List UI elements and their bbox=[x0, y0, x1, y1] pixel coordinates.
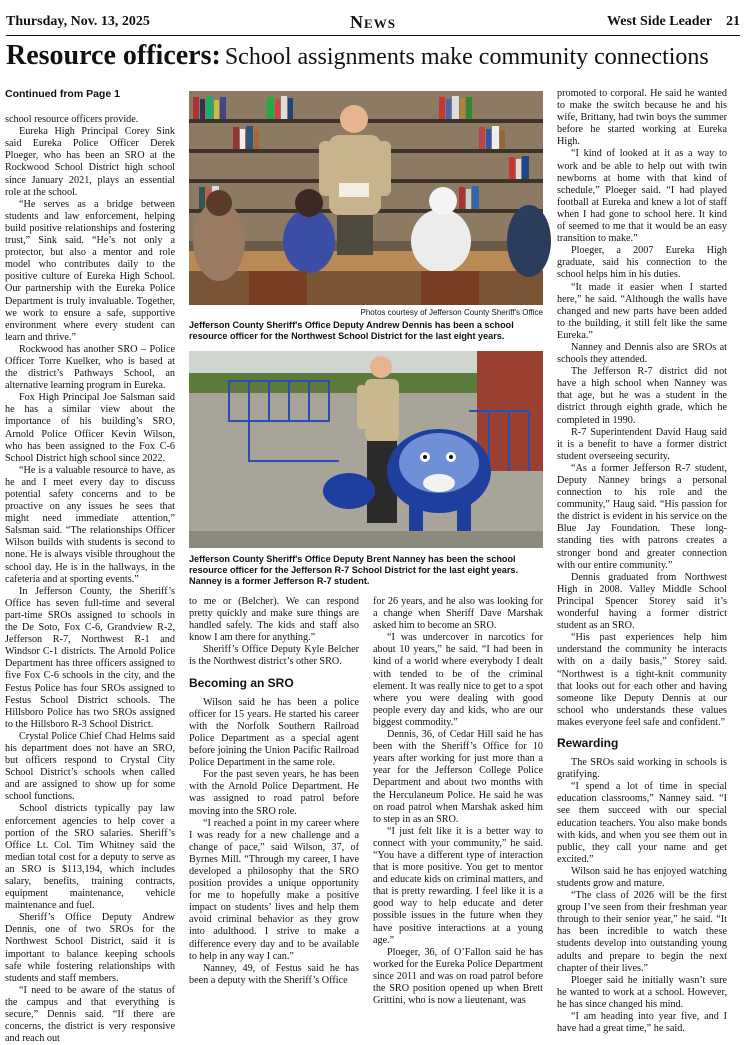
article-paragraph: School districts typically pay law enforcement agencies to help cover a portion of the SRO salaries. Sheriff’s Office Lt. Col. Tim Whitney said the median total cost for a deputy to serve as an SRO is $113,194, which includes salary, benefits, training contracts, equipment maintenance, vehicle maintenance and fuel. bbox=[5, 803, 175, 912]
article-paragraph: “His past experiences help him understand the community he interacts with on a daily basis,” Storey said. “Northwest is a tight-knit community that looks out for each other and having someone like Deputy Dennis at our school who understands these values makes everyone feel safe and confident.” bbox=[557, 632, 727, 728]
headline-deck: School assignments make community connections bbox=[224, 44, 709, 70]
article-paragraph: school resource officers provide. bbox=[5, 114, 139, 126]
article-paragraph: Rockwood has another SRO – Police Officer Torre Kuelker, who is based at the district’s Pathways School, an alternative learning program in Eureka. bbox=[5, 343, 175, 392]
article-paragraph: Ploeger, a 2007 Eureka High graduate, said his connection to the school helps him in his duties. bbox=[557, 245, 727, 281]
column-3-body-b bbox=[189, 697, 359, 987]
continued-label: Continued from Page 1 bbox=[5, 88, 120, 100]
article-column-5 bbox=[557, 88, 727, 1035]
article-paragraph: Sheriff’s Office Deputy Kyle Belcher is the Northwest district’s other SRO. bbox=[189, 644, 359, 668]
paper-name: West Side Leader bbox=[607, 14, 712, 29]
photo-deputy-nanney-bluejay bbox=[189, 351, 543, 548]
article-paragraph: R-7 Superintendent David Haug said it is a benefit to have a former district student overseeing security. bbox=[557, 426, 727, 462]
article-paragraph: In Jefferson County, the Sheriff’s Office has seven full-time and several part-time SROs assigned to schools in the De Soto, Fox C-6, Grandview R-2, Jefferson R-7, Northwest R-1 and Windsor C-1 districts. The Arnold Police Department has three officers assigned to five Fox C-6 schools in the city, and the Festus Police has four SROs assigned to Festus School District schools. The Hillsboro Police has two SROs assigned to the Hillsboro R-3 School District. bbox=[5, 585, 175, 730]
article-column-4 bbox=[373, 596, 543, 1007]
folio-right bbox=[607, 14, 740, 30]
issue-date: Thursday, Nov. 13, 2025 bbox=[6, 14, 150, 29]
folio-rule bbox=[6, 35, 740, 36]
article-paragraph: “I kind of looked at it as a way to work and be able to help out with twin newborns at home with that kind of schedule,” Ploeger said. “I had played football at Eureka and knew a lot of staff when I had gone to school here. It kind of seemed to me that it would be an easy transition to make.” bbox=[557, 148, 727, 245]
article-paragraph: Dennis graduated from Northwest High in 2008. Valley Middle School Principal Spencer Storey said it’s wonderful having a former district student as an SRO. bbox=[557, 571, 727, 632]
article-paragraph: “I just felt like it is a better way to connect with your community,” he said. “You have a different type of interaction that is more positive. You get to mentor and educate kids on criminal matters, and that is pretty rewarding. I feel like it is a good way to help educate and deter possible issues in the future when they have positive interactions at a young age.” bbox=[373, 825, 543, 946]
section-label: News bbox=[350, 11, 396, 32]
article-paragraph: Dennis, 36, of Cedar Hill said he has been with the Sheriff’s Office for 10 years after working for just more than a year for the Jefferson College Police Department and about two months with the Herculaneum Police. He said he was on road patrol when Marshak asked him to step in as an SRO. bbox=[373, 729, 543, 825]
article-paragraph: “He serves as a bridge between students and law enforcement, helping build positive relationships and fostering trust,” Sink said. “He’s not only a protector, but also a mentor and role model who contributes daily to the positive culture of Eureka High School. Our partnership with the Eureka Police Department is truly invaluable. Together, we work to ensure a safe, supportive environment where every student can learn and thrive.” bbox=[5, 198, 175, 343]
photo-deputy-dennis-library bbox=[189, 91, 543, 305]
article-paragraph: “I reached a point in my career where I was ready for a new challenge and a change of pace,” said Wilson, 37, of Byrnes Mill. “Through my career, I have developed a philosophy that the SRO position provides a unique opportunity for me to hopefully make a positive impact on students’ lives and help them avoid criminal behavior as they grow into adulthood. I strive to make a difference every day and to be available to help in any way I can.” bbox=[189, 817, 359, 962]
article-paragraph: “I need to be aware of the status of the campus and that everything is secure,” Dennis said. “If there are concerns, the district is very responsive and reach out bbox=[5, 984, 175, 1045]
bluejay-photo-illustration bbox=[189, 351, 543, 548]
article-paragraph: “I was undercover in narcotics for about 10 years,” he said. “I had been in kind of a world where everybody I dealt with tended to be of the criminal element. It was really nice to get to a spot where you were dealing with good people every day and kids, who are our biggest commodity.” bbox=[373, 632, 543, 728]
photo-caption-2: Jefferson County Sheriff's Office Deputy Brent Nanney has been the school resource officer for the Jefferson R-7 School District for the last eight years. Nanney is a former Jefferson R-7 student. bbox=[189, 554, 518, 586]
subhead-rewarding: Rewarding bbox=[557, 735, 619, 750]
article-paragraph: For the past seven years, he has been with the Arnold Police Department. He was assigned to road patrol before moving into the SRO role. bbox=[189, 769, 359, 817]
article-paragraph: for 26 years, and he also was looking for a change when Sheriff Dave Marshak asked him to become an SRO. bbox=[373, 596, 543, 632]
article-paragraph: The Jefferson R-7 district did not have a high school when Nanney was that age, but he was a student in the district through eighth grade, which he completed in 1990. bbox=[557, 366, 727, 426]
article-paragraph: Wilson said he has enjoyed watching students grow and mature. bbox=[557, 865, 727, 889]
article-paragraph: Eureka High Principal Corey Sink said Eureka Police Officer Derek Ploeger, who has been an SRO at the Rockwood School District high school since January 2021, plays an essential role at the school. bbox=[5, 126, 175, 198]
article-paragraph: Wilson said he has been a police officer for 15 years. He started his career with the Norfolk Southern Railroad Police Department as a special agent before joining the Union Pacific Railroad Police Department in the same role. bbox=[189, 696, 359, 769]
photo-credit: Photos courtesy of Jefferson County Sheriff's Office bbox=[360, 308, 543, 317]
article-paragraph: promoted to corporal. He said he wanted to make the switch because he and his wife, Brittany, had twin boys the summer before he started working at Eureka High. bbox=[557, 88, 727, 148]
folio-bar bbox=[6, 10, 740, 34]
column-5-body-b bbox=[557, 757, 727, 1035]
article-paragraph: “I spend a lot of time in special education classrooms,” Nanney said. “I see them succeed with our special education teachers. You also make bonds with kids, and when you see them out in public, they call your name and get excited.” bbox=[557, 781, 727, 865]
headline-main: Resource officers: bbox=[6, 40, 221, 71]
article-paragraph: Fox High Principal Joe Salsman said he has a similar view about the importance of his building’s SRO, Arnold Police Officer Kevin Wilson, who has been assigned to the Fox C-6 School District high school since 2022. bbox=[5, 392, 175, 464]
article-paragraph: to me or (Belcher). We can respond pretty quickly and make sure things are handled safely. The kids and staff also know I am there for anything.” bbox=[189, 596, 359, 644]
article-column-1 bbox=[5, 88, 175, 1045]
article-paragraph: Ploeger said he initially wasn’t sure he wanted to work at a school. However, he has since changed his mind. bbox=[557, 974, 727, 1010]
page-number: 21 bbox=[726, 14, 740, 29]
subhead-becoming-an-sro: Becoming an SRO bbox=[189, 675, 294, 690]
article-paragraph: “I am heading into year five, and I have had a great time,” he said. bbox=[557, 1011, 727, 1035]
column-4-body bbox=[373, 596, 543, 1007]
article-paragraph: Ploeger, 36, of O’Fallon said he has worked for the Eureka Police Department since 2011 and was on road patrol before the SRO position opened up when Brett Grittini, who is now a lieutenant, was bbox=[373, 946, 544, 1007]
article-column-3 bbox=[189, 596, 359, 987]
article-paragraph: “It made it easier when I started here,” he said. “Although the walls have changed and new parts have been added to the building, it still felt like the same Eureka.” bbox=[557, 281, 727, 341]
article-paragraph: Nanney, 49, of Festus said he has been a deputy with the Sheriff’s Office bbox=[189, 962, 359, 986]
article-paragraph: “He is a valuable resource to have, as he and I meet every day to discuss potential safety concerns and to be proactive on any issues he sees that might need immediate attention,” Salsman said. “The relationships Officer Wilson builds with students is second to none. He is always visible throughout the school day. He is in the hallways, in the cafeteria and at sporting events.” bbox=[5, 464, 175, 585]
article-paragraph: Nanney and Dennis also are SROs at schools they attended. bbox=[557, 341, 727, 366]
article-paragraph: Sheriff’s Office Deputy Andrew Dennis, one of two SROs for the Northwest School District, said it is important to balance keeping schools safe while fostering relationships with students and staff members. bbox=[5, 912, 175, 984]
column-5-body-a bbox=[557, 88, 727, 729]
photo-caption-1: Jefferson County Sheriff's Office Deputy Andrew Dennis has been a school resource officer for the Northwest School District for the last eight years. bbox=[189, 320, 514, 341]
library-photo-illustration bbox=[189, 91, 543, 305]
column-1-body bbox=[5, 114, 175, 1045]
article-paragraph: Crystal Police Chief Chad Helms said his department does not have an SRO, but officers respond to Crystal City School District’s schools when called and are assigned to show up for some school functions. bbox=[5, 730, 175, 803]
article-paragraph: The SROs said working in schools is gratifying. bbox=[557, 757, 727, 781]
article-paragraph: “The class of 2026 will be the first group I’ve seen from their freshman year through to their senior year,” he said. “It has been incredible to watch these students develop into outstanding young adults and prepare to begin the next chapter of their lives.” bbox=[557, 890, 727, 974]
article-paragraph: “As a former Jefferson R-7 student, Deputy Nanney brings a personal connection to his role and the community,” Haug said. “His passion for the district is evident in his service on the Blue Jay Foundation. These long-standing ties with patrons creates a stronger bond and greater connection with our entire community.” bbox=[557, 462, 727, 571]
headline bbox=[6, 40, 746, 72]
column-3-body-a bbox=[189, 596, 359, 669]
